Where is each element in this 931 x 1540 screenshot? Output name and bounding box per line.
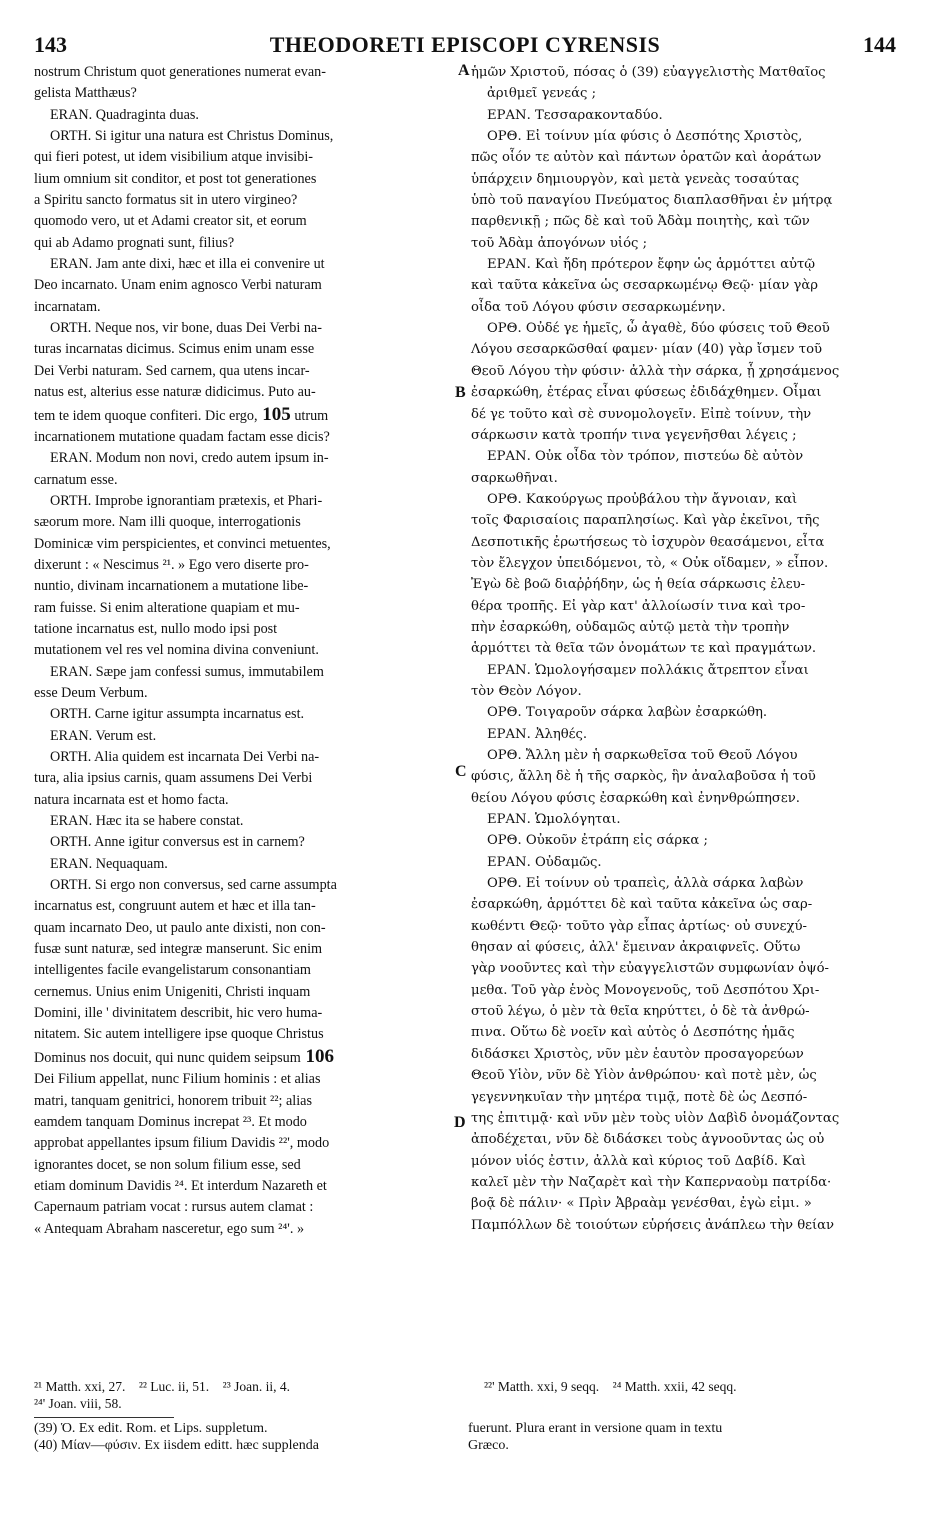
text-line: ΟΡΘ. Εἰ τοίνυν οὐ τραπεὶς, ἀλλὰ σάρκα λαβὼν — [487, 876, 804, 892]
text-line: approbat appellantes ipsum filium Davidis ²²', modo — [34, 1135, 330, 1152]
text-line: ΕΡΑΝ. Τεσσαρακονταδύο. — [487, 107, 663, 123]
text-line: ΕΡΑΝ. Καὶ ἤδη πρότερον ἔφην ὡς ἁρμόττει αὐτῷ — [487, 257, 816, 273]
text-line: ἀριθμεῖ γενεάς ; — [487, 86, 597, 102]
footnote-rule — [34, 1417, 174, 1418]
text-line: intelligentes facile evangelistarum consonantiam — [34, 962, 311, 979]
text-line: θείου Λόγου φύσις ἐσαρκώθη καὶ ἐνηνθρώπησεν. — [471, 790, 800, 806]
latin-line — [34, 126, 453, 147]
text-line: ΕΡΑΝ. Οὐδαμῶς. — [487, 854, 602, 870]
greek-line — [471, 297, 896, 318]
latin-line — [34, 619, 453, 640]
text-line: ὑπάρχειν δημιουργὸν, καὶ μετὰ γενεὰς τοσαύτας — [471, 171, 800, 187]
latin-line — [34, 361, 453, 382]
text-line: μόνον υἱός ἐστιν, ἀλλὰ καὶ κύριος τοῦ Δαβίδ. Καὶ — [471, 1153, 807, 1169]
greek-line — [471, 233, 896, 254]
greek-line — [471, 660, 896, 681]
greek-line — [471, 105, 896, 126]
greek-line — [471, 318, 896, 339]
greek-line — [471, 1044, 896, 1065]
text-line: Dei Filium appellat, nunc Filium hominis : et alias — [34, 1071, 321, 1088]
text-line: ORTH. Anne igitur conversus est in carnem? — [50, 834, 305, 851]
greek-line — [471, 980, 896, 1001]
greek-line — [471, 339, 896, 360]
latin-line — [34, 512, 453, 533]
margin-letter-b: B — [455, 384, 466, 401]
text-line: cernemus. Unius enim Unigeniti, Christi inquam — [34, 983, 311, 1000]
text-line: δέ γε τοῦτο καὶ σὲ συνομολογεῖν. Εἰπὲ τοίνυν, τὴν — [471, 406, 812, 422]
latin-column — [34, 62, 453, 1240]
latin-line — [34, 382, 453, 403]
text-line: incarnatam. — [34, 298, 101, 315]
text-line: ERAN. Modum non novi, credo autem ipsum in- — [50, 450, 329, 467]
greek-line — [471, 147, 896, 168]
text-line: nuntio, divinam incarnationem a mutatione libe- — [34, 578, 309, 595]
latin-line — [34, 1046, 453, 1069]
text-line: « Antequam Abraham nasceretur, ego sum ²⁴'. » — [34, 1220, 305, 1237]
greek-line — [471, 126, 896, 147]
greek-line — [471, 532, 896, 553]
greek-line — [471, 553, 896, 574]
text-line: Deo incarnato. Unam enim agnosco Verbi naturam — [34, 277, 322, 294]
text-line: matri, tanquam genitrici, honorem tribuit ²²; alias — [34, 1092, 313, 1109]
greek-line — [471, 83, 896, 104]
text-line: γεγεννηκυῖαν τὴν μητέρα τιμᾷ, ποτὲ δὲ ὡς Δεσπό- — [471, 1089, 808, 1105]
text-line: σαρκωθῆναι. — [471, 470, 558, 486]
latin-line — [34, 427, 453, 448]
latin-line — [34, 1219, 453, 1240]
greek-line — [471, 830, 896, 851]
greek-line — [471, 489, 896, 510]
latin-line — [34, 704, 453, 725]
editorial-note: (39) Ὁ. Ex edit. Rom. et Lips. suppletum. — [34, 1421, 268, 1436]
page-number-left: 143 — [34, 32, 67, 57]
running-title: THEODORETI EPISCOPI CYRENSIS — [269, 32, 661, 57]
greek-line — [471, 596, 896, 617]
text-line: ἡμῶν Χριστοῦ, πόσας ὁ (39) εὐαγγελιστὴς Ματθαῖος — [471, 65, 826, 80]
text-line: etiam dominum Davidis ²⁴. Et interdum Nazareth et — [34, 1177, 327, 1194]
greek-line — [471, 275, 896, 296]
text-line: qui ab Adamo prognati sunt, filius? — [34, 234, 235, 251]
latin-line — [34, 211, 453, 232]
text-line: ΕΡΑΝ. Ὡμολογήσαμεν πολλάκις ἄτρεπτον εἶναι — [487, 662, 809, 678]
text-line: στοῦ λέγω, ὁ μὲν τὰ θεῖα κηρύττει, ὁ δὲ τὰ ἀνθρώ- — [471, 1004, 810, 1020]
text-line: Domini, ille ' divinitatem describit, hic vero huma- — [34, 1005, 323, 1022]
latin-line — [34, 790, 453, 811]
greek-line — [471, 190, 896, 211]
greek-line — [471, 1001, 896, 1022]
text-line: ERAN. Hæc ita se habere constat. — [50, 813, 244, 830]
text-line: ἀποδέχεται, νῦν δὲ διδάσκει τοὺς ἀγνοοῦντας ὡς οὐ — [471, 1132, 825, 1148]
text-line: καλεῖ μὲν τὴν Ναζαρὲτ καὶ τὴν Καπερναοὺμ πατρίδα· — [471, 1174, 832, 1190]
latin-line — [34, 83, 453, 104]
latin-line — [34, 470, 453, 491]
text-line: Dominus nos docuit, qui nunc quidem seipsum — [34, 1049, 301, 1066]
text-line: ORTH. Carne igitur assumpta incarnatus est. — [50, 706, 305, 723]
greek-line — [471, 62, 896, 83]
text-line: ΕΡΑΝ. Ἀληθές. — [487, 726, 588, 742]
latin-line — [34, 1003, 453, 1024]
text-line: ORTH. Neque nos, vir bone, duas Dei Verbi na- — [50, 320, 322, 337]
text-line: τοῖς Φαρισαίοις παραπλησίως. Καὶ γὰρ ἐκεῖνοι, τῆς — [471, 513, 820, 529]
greek-line — [471, 404, 896, 425]
text-line: Δεσποτικῆς ἐρωτήσεως τὸ ἰσχυρὸν θεασάμενοι, εἶτα — [471, 534, 825, 550]
text-line: tura, alia ipsius carnis, quam assumens Dei Verbi — [34, 770, 313, 787]
latin-line — [34, 576, 453, 597]
latin-line — [34, 960, 453, 981]
text-line: tatione incarnatus est, nullo modo ipsi post — [34, 620, 278, 637]
greek-line — [471, 958, 896, 979]
page-number-right: 144 — [863, 32, 896, 57]
greek-line — [471, 361, 896, 382]
latin-line — [34, 1112, 453, 1133]
greek-line — [471, 468, 896, 489]
text-line: gelista Matthæus? — [34, 85, 137, 102]
greek-line — [471, 1151, 896, 1172]
text-line: incarnatus est, congruunt autem et hæc et illa tan- — [34, 898, 316, 915]
latin-line — [34, 233, 453, 254]
greek-line — [471, 745, 896, 766]
greek-column — [471, 62, 896, 1236]
greek-line — [471, 510, 896, 531]
latin-line — [34, 939, 453, 960]
text-line: τὸν ἔλεγχον ὑπειδόμενοι, τὸ, « Οὐκ οἴδαμεν, » εἶπον. — [471, 555, 829, 571]
latin-line — [34, 491, 453, 512]
latin-line — [34, 598, 453, 619]
text-line: ΕΡΑΝ. Ὡμολόγηται. — [487, 812, 621, 828]
greek-line — [471, 937, 896, 958]
text-line: ram fuisse. Si enim alteratione quapiam et mu- — [34, 599, 300, 616]
greek-line — [471, 1172, 896, 1193]
latin-line — [34, 896, 453, 917]
text-line: nitatem. Sic autem intelligere ipse quoque Christus — [34, 1026, 324, 1043]
greek-line — [471, 169, 896, 190]
text-line: ΟΡΘ. Τοιγαροῦν σάρκα λαβὼν ἐσαρκώθη. — [487, 705, 768, 721]
text-line: Λόγου σεσαρκῶσθαί φαμεν· μίαν (40) γὰρ ἴσμεν τοῦ — [471, 342, 823, 358]
text-line: διδάσκει Χριστὸς, νῦν μὲν ἑαυτὸν προσαγορεύων — [471, 1046, 804, 1062]
text-line: ΟΡΘ. Εἰ τοίνυν μία φύσις ὁ Δεσπότης Χριστὸς, — [487, 129, 803, 145]
text-line: ERAN. Sæpe jam confessi sumus, immutabilem — [50, 663, 324, 680]
latin-line — [34, 854, 453, 875]
text-line: incarnationem mutatione quadam factam esse dicis? — [34, 428, 330, 445]
margin-letter-a: A — [458, 62, 470, 79]
text-line: mutationem vel res vel nomina divina conveniunt. — [34, 642, 319, 659]
editorial-note: fuerunt. Plura erant in versione quam in textu — [468, 1421, 723, 1436]
latin-line — [34, 147, 453, 168]
text-line: Θεοῦ Υἱὸν, νῦν δὲ Υἱὸν ἀνθρώπου· καὶ ποτὲ μὲν, ὡς — [471, 1068, 817, 1084]
text-line: ORTH. Si ergo non conversus, sed carne assumpta — [50, 877, 337, 894]
footnote: ²¹ Matth. xxi, 27. ²² Luc. ii, 51. ²³ Joan. ii, 4. — [34, 1379, 291, 1394]
text-line: θέρα τροπῆς. Εἰ γὰρ κατ' ἀλλοίωσίν τινα καὶ τρο- — [471, 598, 806, 614]
latin-line — [34, 832, 453, 853]
text-line: ERAN. Verum est. — [50, 727, 157, 744]
footnotes-left — [34, 1378, 458, 1412]
text-line: ignorantes docet, se non solum filium esse, sed — [34, 1156, 301, 1173]
greek-line — [471, 1087, 896, 1108]
editorial-notes-left — [34, 1420, 458, 1454]
latin-line — [34, 982, 453, 1003]
greek-line — [471, 1215, 896, 1236]
text-line: fusæ sunt naturæ, sed integræ manserunt. Sic enim — [34, 941, 323, 958]
latin-line — [34, 297, 453, 318]
column-number: 106 — [300, 1045, 335, 1067]
footnote: ²⁴' Joan. viii, 58. — [34, 1396, 122, 1411]
margin-letter-d: D — [454, 1114, 466, 1131]
greek-line — [471, 809, 896, 830]
greek-line — [471, 894, 896, 915]
text-line: μεθα. Τοῦ γὰρ ἑνὸς Μονογενοῦς, τοῦ Δεσπότου Χρι- — [471, 982, 820, 998]
text-line: ΕΡΑΝ. Οὐκ οἶδα τὸν τρόπον, πιστεύω δὲ αὐτὸν — [487, 449, 804, 465]
latin-line — [34, 555, 453, 576]
footnotes-right — [484, 1378, 896, 1395]
text-line: τὸν Θεὸν Λόγον. — [471, 683, 582, 699]
editorial-note: (40) Μίαν—φύσιν. Ex iisdem editt. hæc supplenda — [34, 1438, 319, 1453]
text-line: σάρκωσιν κατὰ τροπήν τινα γεγενῆσθαι λέγεις ; — [471, 427, 797, 443]
text-line: παρθενικῇ ; πῶς δὲ καὶ τοῦ Ἀδὰμ ποιητὴς, καὶ τῶν — [471, 214, 810, 230]
latin-line — [34, 275, 453, 296]
text-line: πῶς οἷόν τε αὐτὸν καὶ πάντων ὁρατῶν καὶ ἀοράτων — [471, 150, 822, 166]
greek-line — [471, 916, 896, 937]
latin-line — [34, 811, 453, 832]
text-line: a Spiritu sancto formatus sit in utero virgineo? — [34, 192, 298, 209]
latin-line — [34, 1069, 453, 1090]
text-line: Capernaum patriam vocat : rursus autem clamat : — [34, 1199, 314, 1216]
latin-line — [34, 1091, 453, 1112]
latin-line — [34, 448, 453, 469]
latin-line — [34, 62, 453, 83]
text-line: οἶδα τοῦ Λόγου φύσιν σεσαρκωμένην. — [471, 299, 726, 315]
text-line: ERAN. Nequaquam. — [50, 855, 168, 872]
text-line: natus est, alterius esse naturæ didicimus. Puto au- — [34, 384, 316, 401]
latin-line — [34, 404, 453, 427]
latin-line — [34, 875, 453, 896]
greek-line — [471, 382, 896, 403]
greek-line — [471, 702, 896, 723]
text-line: quomodo vero, ut et Adami creator sit, et eorum — [34, 213, 307, 230]
latin-line — [34, 640, 453, 661]
latin-line — [34, 1176, 453, 1197]
latin-line — [34, 105, 453, 126]
latin-line — [34, 662, 453, 683]
latin-line — [34, 768, 453, 789]
text-line: Dei Verbi naturam. Sed carnem, qua utens incar- — [34, 362, 310, 379]
text-line: turas incarnatas dicimus. Scimus enim unam esse — [34, 341, 315, 358]
greek-line — [471, 574, 896, 595]
latin-line — [34, 318, 453, 339]
text-line: qui fieri potest, ut idem visibilium atque invisibi- — [34, 149, 313, 166]
greek-line — [471, 1108, 896, 1129]
latin-line — [34, 918, 453, 939]
text-line: ORTH. Alia quidem est incarnata Dei Verbi na- — [50, 749, 320, 765]
text-line: ΟΡΘ. Ἄλλη μὲν ἡ σαρκωθεῖσα τοῦ Θεοῦ Λόγου — [487, 748, 798, 763]
greek-line — [471, 211, 896, 232]
latin-line — [34, 169, 453, 190]
text-line: ΟΡΘ. Κακούργως προὐβάλου τὴν ἄγνοιαν, καὶ — [487, 491, 798, 507]
text-line: Ἐγὼ δὲ βοῶ διαῤῥήδην, ὡς ἡ θεία σάρκωσις ἐλευ- — [471, 577, 806, 593]
text-line: ERAN. Jam ante dixi, hæc et illa ei convenire ut — [50, 256, 325, 273]
text-line: Dominicæ vim perspicientes, et convinci metuentes, — [34, 535, 331, 552]
text-line: κωθέντι Θεῷ· τοῦτο γὰρ εἶπας ἀρτίως· οὐ συνεχύ- — [471, 918, 807, 934]
text-line: ὑπὸ τοῦ παναγίου Πνεύματος διαπλασθῆναι ἐν μήτρᾳ — [471, 193, 833, 209]
text-line: ERAN. Quadraginta duas. — [50, 106, 199, 123]
text-line: της ἐπιτιμᾷ· καὶ νῦν μὲν τοὺς υἱὸν Δαβὶδ ὀνομάζοντας — [471, 1110, 840, 1126]
greek-line — [471, 425, 896, 446]
text-line: ἐσαρκώθη, ἑτέρας εἶναι φύσεως ἐδιδάχθημεν. Οἶμαι — [471, 385, 822, 401]
text-line: βοᾷ δὲ πάλιν· « Πρὶν Ἀβραὰμ γενέσθαι, ἐγὼ εἰμι. » — [471, 1196, 812, 1212]
text-line: καὶ ταῦτα κἀκεῖνα ὡς σεσαρκωμένῳ Θεῷ· μίαν γὰρ — [471, 278, 818, 294]
text-line: esse Deum Verbum. — [34, 684, 148, 701]
text-line: eamdem tanquam Dominus increpat ²³. Et modo — [34, 1113, 307, 1130]
latin-line — [34, 747, 453, 768]
text-line: ORTH. Improbe ignorantiam prætexis, et Phari- — [50, 492, 323, 509]
text-line: φύσις, ἄλλη δὲ ἡ τῆς σαρκὸς, ἣν ἀναλαβοῦσα ἡ τοῦ — [471, 769, 816, 785]
greek-line — [471, 766, 896, 787]
latin-line — [34, 1197, 453, 1218]
latin-line — [34, 1133, 453, 1154]
margin-letter-c: C — [455, 763, 467, 780]
text-line: tem te idem quoque confiteri. Dic ergo, — [34, 407, 258, 424]
text-line: dixerunt : « Nescimus ²¹. » Ego vero diserte pro- — [34, 556, 309, 573]
editorial-note: Græco. — [468, 1438, 509, 1453]
greek-line — [471, 873, 896, 894]
text-line: nostrum Christum quot generationes numerat evan- — [34, 64, 326, 80]
latin-line — [34, 726, 453, 747]
greek-line — [471, 1129, 896, 1150]
page-header — [34, 32, 896, 62]
latin-line — [34, 683, 453, 704]
footnote: ²²' Matth. xxi, 9 seqq. ²⁴ Matth. xxii, 42 seqq. — [484, 1379, 737, 1394]
latin-line — [34, 190, 453, 211]
text-line: lium omnium sit conditor, et post tot generationes — [34, 170, 317, 187]
text-line: carnatum esse. — [34, 471, 118, 488]
greek-line — [471, 638, 896, 659]
greek-line — [471, 1065, 896, 1086]
latin-line — [34, 534, 453, 555]
text-line: Παμπόλλων δὲ τοιούτων εὑρήσεις ἀνάπλεω τὴν θείαν — [471, 1217, 835, 1233]
greek-line — [471, 1193, 896, 1214]
text-line: γὰρ νοοῦντες καὶ τὴν εὐαγγελιστῶν συμφωνίαν ὀψό- — [471, 961, 829, 977]
latin-line — [34, 1155, 453, 1176]
greek-line — [471, 446, 896, 467]
latin-line — [34, 339, 453, 360]
text-line-tail: utrum — [290, 407, 329, 424]
text-line: ΟΡΘ. Οὐκοῦν ἐτράπη εἰς σάρκα ; — [487, 833, 708, 849]
greek-line — [471, 1022, 896, 1043]
text-line: Θεοῦ Λόγου τὴν φύσιν· ἀλλὰ τὴν σάρκα, ᾗ χρησάμενος — [471, 363, 840, 379]
editorial-notes-right — [468, 1420, 896, 1454]
greek-line — [471, 254, 896, 275]
text-line: πὴν ἐσαρκώθη, οὐδαμῶς αὐτῷ μετὰ τὴν τροπὴν — [471, 619, 790, 635]
greek-line — [471, 852, 896, 873]
text-line: ΟΡΘ. Οὐδέ γε ἡμεῖς, ὦ ἀγαθὲ, δύο φύσεις τοῦ Θεοῦ — [487, 321, 830, 337]
text-line: τοῦ Ἀδὰμ ἀπογόνων υἱός ; — [471, 235, 648, 251]
text-line: quam incarnato Deo, ut paulo ante dixisti, non con- — [34, 919, 326, 936]
text-line: θησαν αἱ φύσεις, ἀλλ' ἔμειναν ἀκραιφνεῖς. Οὕτω — [471, 940, 801, 956]
text-line: πινα. Οὕτω δὲ νοεῖν καὶ αὐτὸς ὁ Δεσπότης ἡμᾶς — [471, 1025, 795, 1041]
text-line: ἁρμόττει τὰ θεῖα τῶν ὀνομάτων τε καὶ πραγμάτων. — [471, 641, 817, 657]
text-line: sæorum more. Nam illi quoque, interrogationis — [34, 514, 301, 531]
greek-line — [471, 788, 896, 809]
greek-line — [471, 681, 896, 702]
text-line: ἐσαρκώθη, ἁρμόττει δὲ καὶ ταῦτα κἀκεῖνα ὡς σαρ- — [471, 897, 813, 913]
text-line: natura incarnata est et homo facta. — [34, 791, 229, 808]
latin-line — [34, 1024, 453, 1045]
latin-line — [34, 254, 453, 275]
greek-line — [471, 724, 896, 745]
greek-line — [471, 617, 896, 638]
text-line: ORTH. Si igitur una natura est Christus Dominus, — [50, 128, 334, 145]
column-number: 105 — [257, 403, 291, 425]
